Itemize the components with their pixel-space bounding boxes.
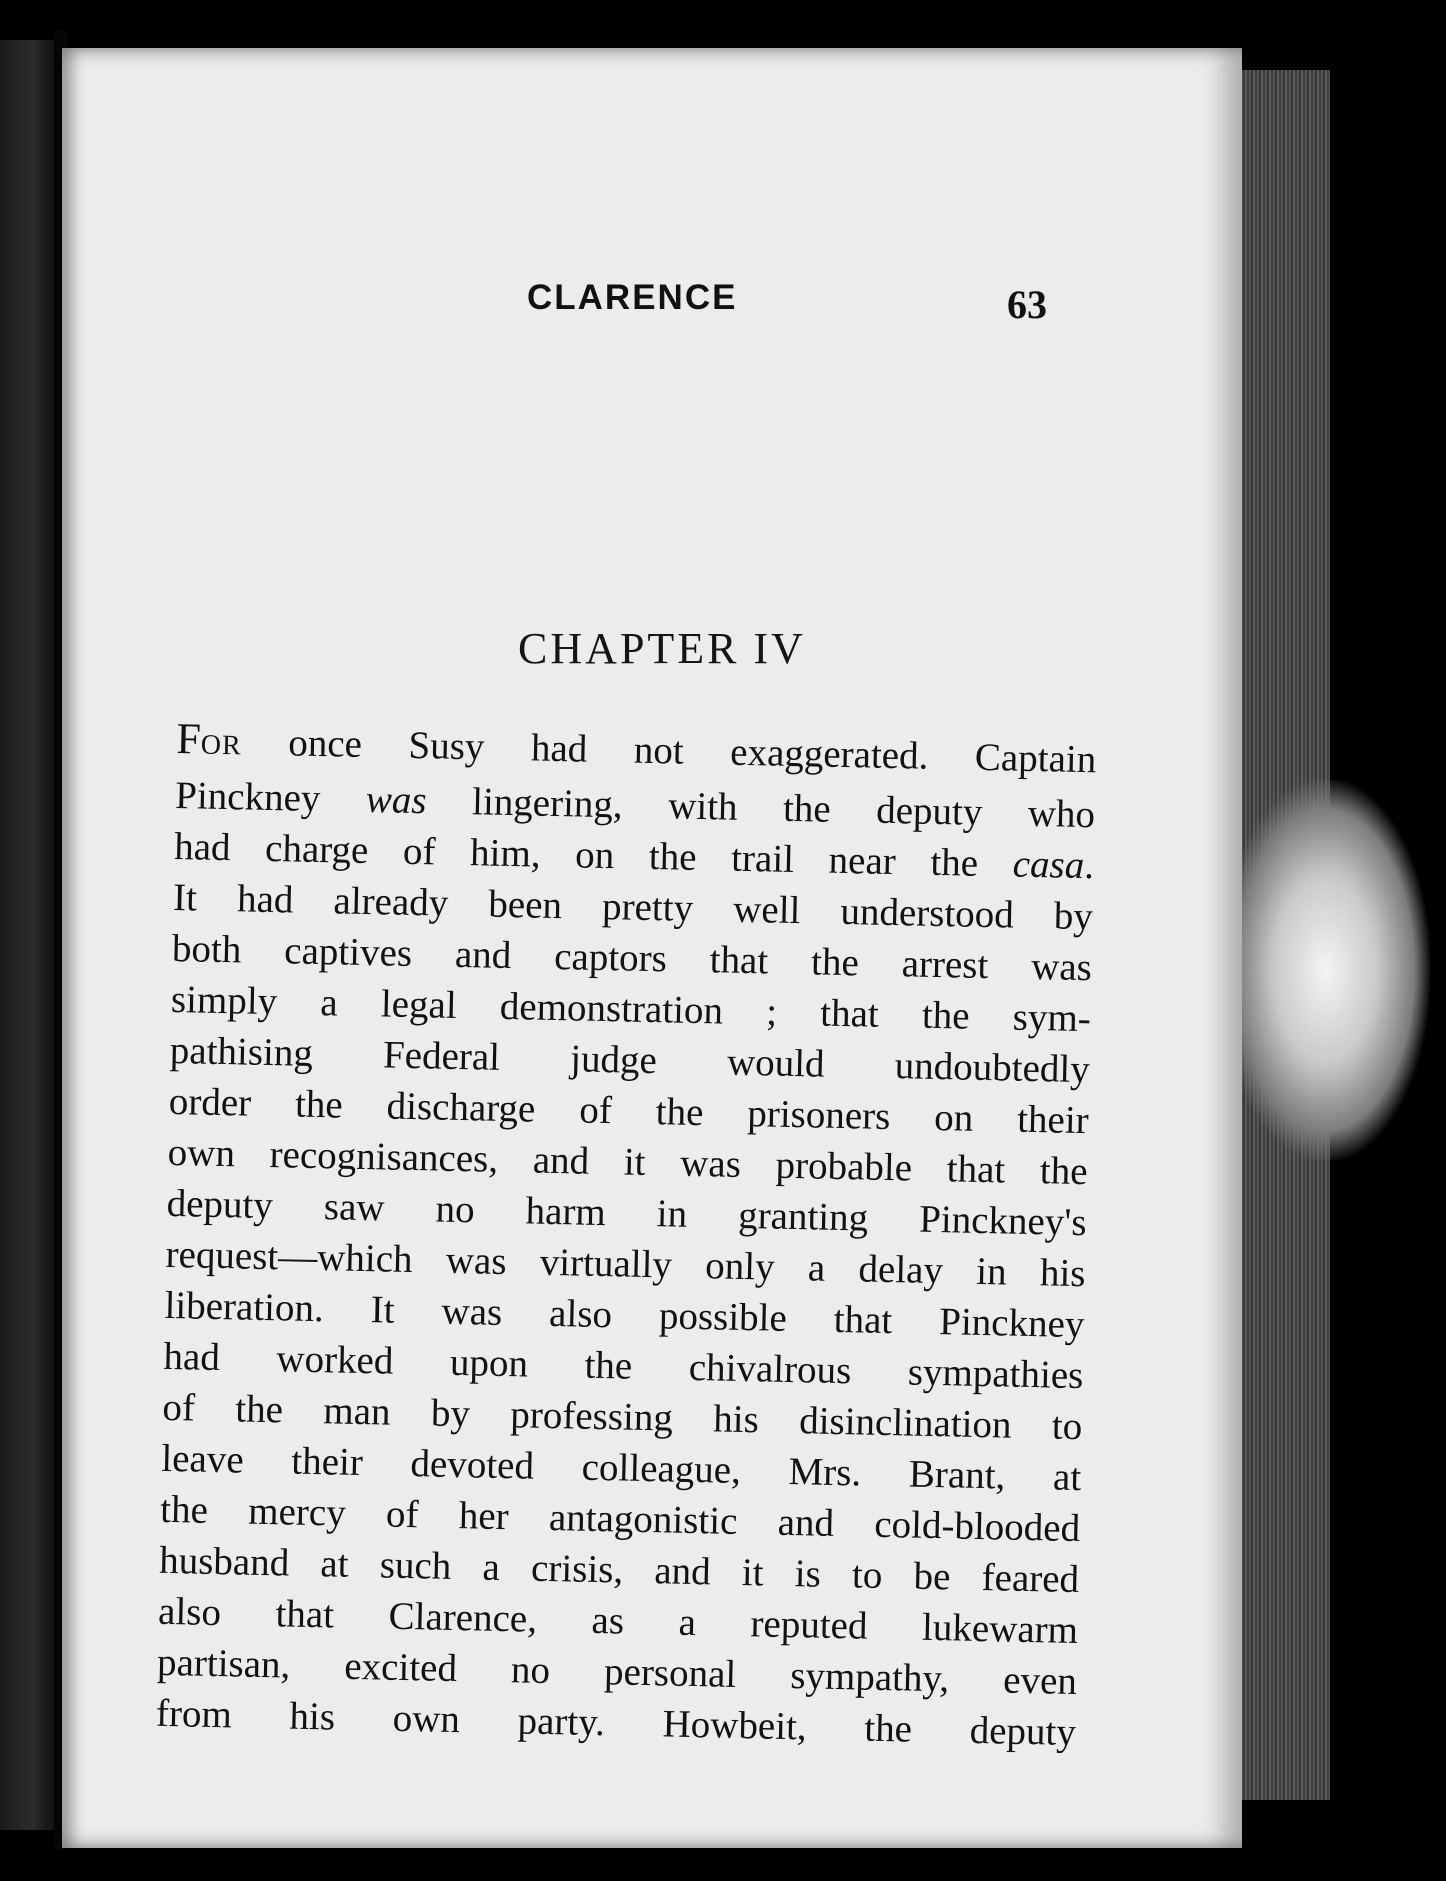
facing-page-edge bbox=[0, 40, 54, 1830]
text-run: Pinckney bbox=[174, 773, 367, 821]
text-line: liberation. It was also possible that Pinckney bbox=[164, 1283, 1085, 1347]
text-line: request—which was virtually only a delay in his bbox=[165, 1232, 1086, 1296]
body-text bbox=[156, 713, 1097, 1758]
book-page bbox=[62, 48, 1242, 1848]
text-line: order the discharge of the prisoners on their bbox=[168, 1079, 1090, 1143]
text-line: both captives and captors that the arrest was bbox=[171, 926, 1093, 990]
italic-text: casa bbox=[1012, 842, 1085, 888]
paper-damage bbox=[1240, 780, 1430, 1160]
text-line: of the man by professing his disinclination to bbox=[162, 1385, 1083, 1449]
text-run: had charge of him, on the trail near the bbox=[173, 824, 1014, 886]
text-line: It had already been pretty well understood by bbox=[172, 875, 1094, 939]
text-run: lingering, with the deputy who bbox=[426, 779, 1096, 837]
text-line: pathising Federal judge would undoubtedly bbox=[169, 1028, 1091, 1092]
text-line: deputy saw no harm in granting Pinckney's bbox=[166, 1181, 1087, 1245]
chapter-heading: CHAPTER IV bbox=[518, 624, 806, 673]
text-line: partisan, excited no personal sympathy, even bbox=[156, 1640, 1078, 1704]
text-line: also that Clarence, as a reputed lukewarm bbox=[157, 1589, 1079, 1653]
drop-initial: F bbox=[175, 713, 202, 764]
text-line: simply a legal demonstration ; that the sym- bbox=[170, 977, 1092, 1041]
text-line: leave their devoted colleague, Mrs. Brant, at bbox=[160, 1436, 1082, 1500]
text-run: . bbox=[1083, 844, 1095, 888]
page-number: 63 bbox=[1007, 282, 1047, 327]
text-run: once Susy had not exaggerated. Captain bbox=[241, 720, 1097, 782]
text-line: husband at such a crisis, and it is to be feared bbox=[158, 1538, 1080, 1602]
italic-text: was bbox=[365, 777, 428, 823]
small-caps: OR bbox=[200, 729, 243, 762]
text-line: from his own party. Howbeit, the deputy bbox=[155, 1691, 1077, 1755]
text-line: had worked upon the chivalrous sympathies bbox=[163, 1334, 1084, 1398]
text-line: own recognisances, and it was probable that the bbox=[167, 1130, 1089, 1194]
text-line: the mercy of her antagonistic and cold-blooded bbox=[159, 1487, 1081, 1551]
running-title: CLARENCE bbox=[527, 278, 738, 317]
